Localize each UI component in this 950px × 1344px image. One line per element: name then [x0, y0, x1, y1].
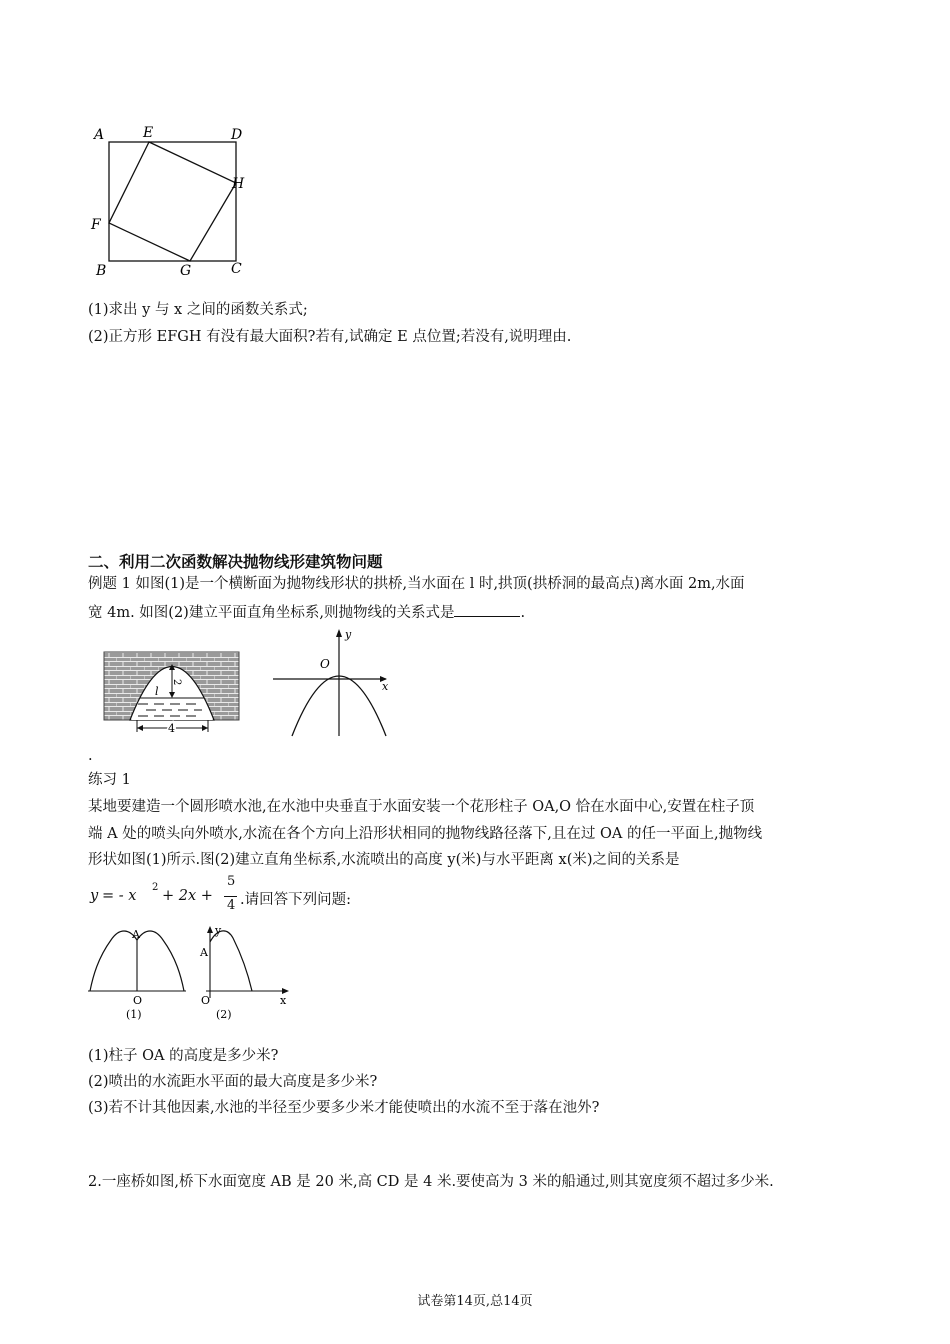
label-C: C — [231, 261, 242, 277]
formula-denominator: 4 — [227, 898, 236, 913]
parabola-axes-figure — [268, 626, 398, 740]
fountain2-A: A — [200, 946, 208, 959]
section-heading: 二、利用二次函数解决抛物线形建筑物问题 — [88, 553, 383, 571]
label-G: G — [180, 263, 192, 279]
practice-line1: 某地要建造一个圆形喷水池,在水池中央垂直于水面安装一个花形柱子 OA,O 恰在水面中心,安置在柱子顶 — [88, 799, 755, 815]
label-A: A — [94, 127, 105, 143]
fountain2-caption: (2) — [216, 1008, 232, 1021]
fountain2-y: y — [215, 924, 222, 937]
answer-blank[interactable] — [454, 602, 520, 617]
fountain2-O: O — [201, 994, 211, 1007]
formula-numerator: 5 — [227, 874, 236, 889]
page-footer: 试卷第14页,总14页 — [417, 1294, 533, 1309]
label-B: B — [96, 263, 107, 279]
example1-period: . — [520, 605, 526, 621]
label-H: H — [232, 176, 245, 192]
stray-dot: . — [88, 748, 93, 764]
square-figure — [86, 122, 256, 282]
practice-line4-tail: .请回答下列问题: — [240, 892, 351, 908]
question-2: (2)正方形 EFGH 有没有最大面积?若有,试确定 E 点位置;若没有,说明理由. — [88, 329, 572, 345]
bridge-height-label: 2 — [171, 679, 182, 686]
practice-line2: 端 A 处的喷头向外喷水,水流在各个方向上沿形状相同的抛物线路径落下,且在过 OA 的任一平面上,抛物线 — [88, 826, 763, 842]
axis-x-label: x — [382, 680, 389, 693]
example1-line2 — [88, 602, 525, 623]
fountain-figures — [86, 918, 298, 1030]
bridge-l-label: l — [155, 685, 159, 698]
practice-line3: 形状如图(1)所示.图(2)建立直角坐标系,水流喷出的高度 y(米)与水平距离 x(米)之间的关系是 — [88, 852, 680, 868]
fountain1-caption: (1) — [126, 1008, 142, 1021]
label-F: F — [91, 217, 101, 233]
fountain2-x: x — [280, 994, 287, 1007]
bridge-figure — [102, 648, 242, 738]
bridge-question: 2.一座桥如图,桥下水面宽度 AB 是 20 米,高 CD 是 4 米.要使高为 3 米的船通过,则其宽度须不超过多少米. — [88, 1174, 774, 1190]
bridge-width-label: 4 — [168, 722, 175, 735]
fountain1-O: O — [133, 994, 143, 1007]
formula-eq: = - x — [102, 888, 137, 904]
axis-y-label: y — [345, 628, 352, 641]
fountain1-A: A — [132, 928, 140, 941]
practice-question-2: (2)喷出的水流距水平面的最大高度是多少米? — [88, 1074, 378, 1090]
formula-mid: + 2x + — [162, 888, 213, 904]
formula-y: y — [90, 888, 99, 904]
practice-question-3: (3)若不计其他因素,水池的半径至少要多少米才能使喷出的水流不至于落在池外? — [88, 1100, 600, 1116]
example1-text: 宽 4m. 如图(2)建立平面直角坐标系,则抛物线的关系式是 — [88, 605, 455, 621]
label-D: D — [231, 127, 243, 143]
example1-line1: 例题 1 如图(1)是一个横断面为抛物线形状的拱桥,当水面在 l 时,拱顶(拱桥洞的最高点)离水面 2m,水面 — [88, 576, 745, 592]
label-E: E — [143, 125, 154, 141]
practice-title: 练习 1 — [88, 772, 131, 788]
axis-origin-label: O — [320, 657, 330, 671]
fraction-bar — [224, 896, 237, 897]
practice-question-1: (1)柱子 OA 的高度是多少米? — [88, 1048, 279, 1064]
formula-exponent: 2 — [152, 882, 159, 893]
question-1: (1)求出 y 与 x 之间的函数关系式; — [88, 302, 308, 318]
